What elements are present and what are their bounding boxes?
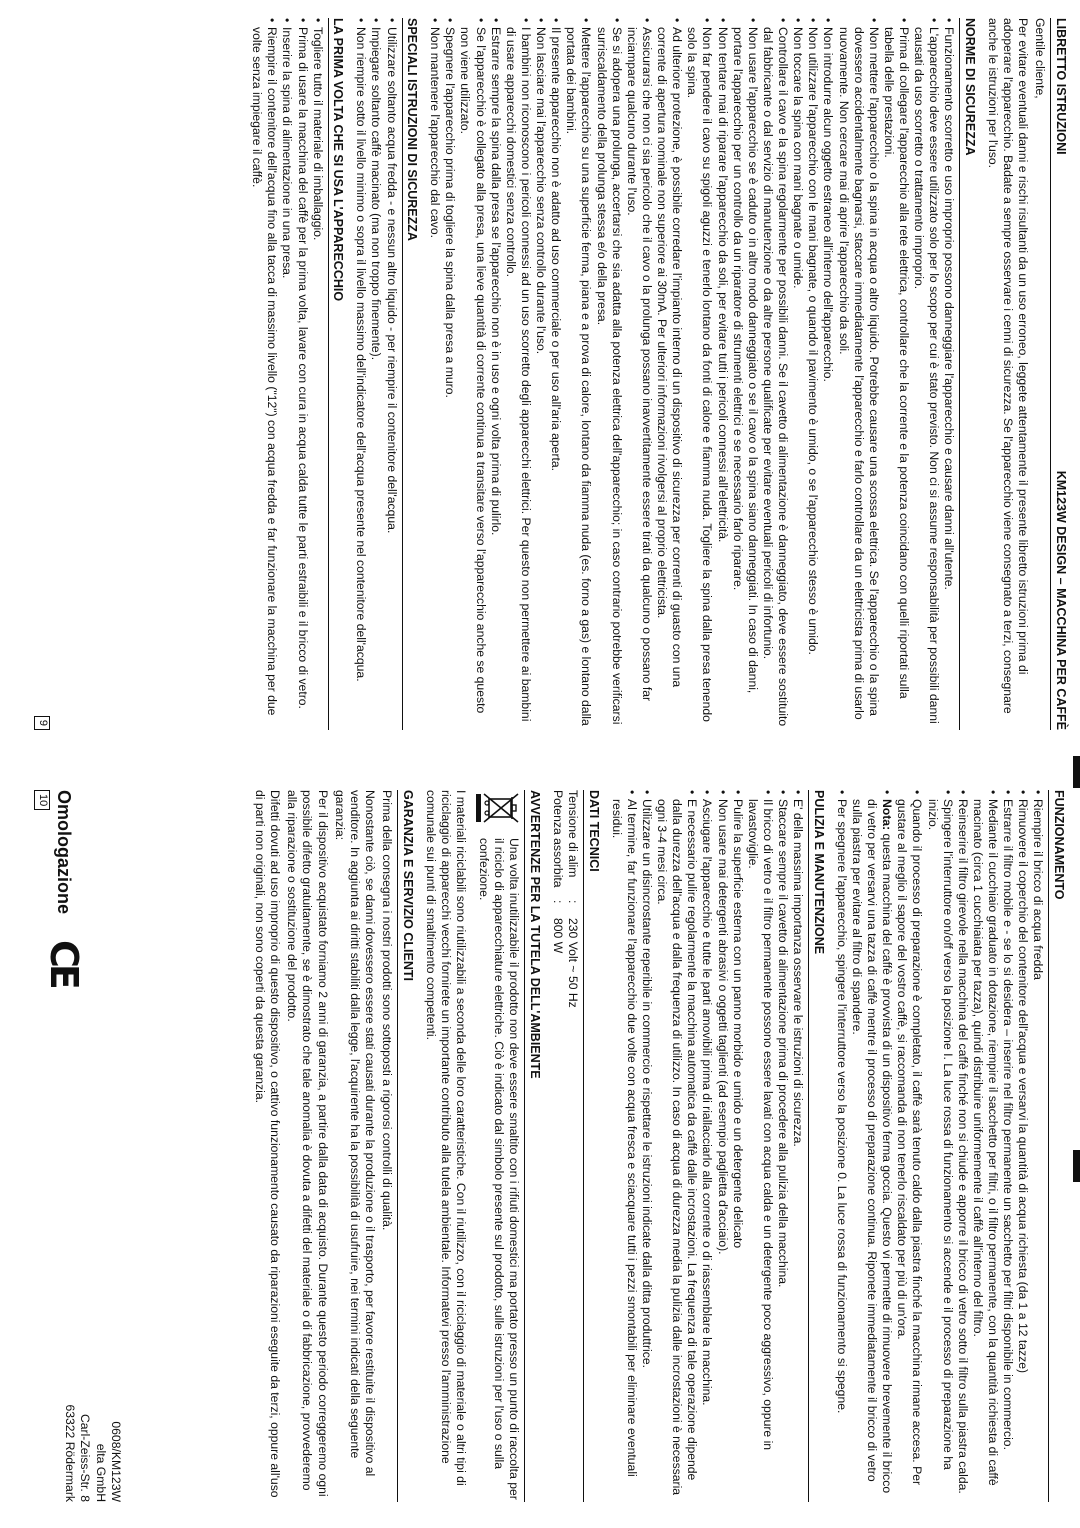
garanzia-text: Per il dispositivo acquistato forniamo 2 anni di garanzia, a partire dalla data di acquisto. Durante questo periodo correggeremo ogni possibile difetto gratuitamente, se è dimostrato che tale anomalia è dovuta a difetti del materiale o di fabbricazione, provvederemo alla riparazione o sostituzione del prodotto. [285,790,330,1497]
page-9 [12,18,1068,730]
list-item: • Rimuovere il coperchio del contenitore dell'acqua e versarvi la quantità di acqua richiesta (da 1 a 12 tazze) [1015,790,1030,1502]
list-item: • Funzionamento scorretto e uso improprio possono danneggiare l'apparecchio e causare danni all'utente. [941,18,956,730]
list-item: • Togliere tutto il materiale di imballaggio. [310,18,325,730]
header-line [1051,18,1069,730]
list-item: • Reinserire il filtro girevole nella macchina del caffè finché non si chiude e apporre il bricco di vetro sotto il filtro sulla piastra calda. [955,790,970,1502]
tech-sep: : [551,900,565,904]
list-item: • Non introdurre alcun oggetto estraneo all'interno dell'apparecchio. [820,18,835,730]
address-line: Carl-Zeiss-Str. 8 [78,1413,93,1502]
list-item: • Non utilizzare l'apparecchio con le mani bagnate, o quando il pavimento è umido, o se l'apparecchio stesso è umido. [805,18,820,730]
address-line: 63322 Rödermark [63,1404,78,1502]
list-item: • L'apparecchio deve essere utilizzato solo per lo scopo per cui è stato previsto. Non ci si assume responsabilità per possibili danni causati da uso scorretto o trattamento improprio. [911,18,941,730]
section-title-funzionamento: FUNZIONAMENTO [1049,790,1067,1502]
list-item: • Non riempire sotto il livello minimo o sopra il livello massimo dell'indicatore dell'acqua presente nel contenitore dell'acqua. [353,18,368,730]
list-item: • Non usare l'apparecchio se è caduto o in altro modo danneggiato o se il cavo o la spina siano danneggiati. In caso di danni, portare l'apparecchio per un controllo da un riparatore di strumenti elettrici e se necessario farlo riparare. [730,18,760,730]
tech-label: Tensione di alim [566,790,581,878]
list-item: • Assicurarsi che non ci sia pericolo che il cavo o la prolunga possano inavvertitamente essere tirati da qualcuno o possano far inciampare qualcuno durante l'uso. [624,18,654,730]
header-right: KM123W DESIGN – MACCHINA PER CAFFÈ [1054,470,1068,730]
list-item: • Se l'apparecchio è collegato alla presa, una lieve quantità di corrente continua a transitare verso l'apparecchio anche se questo non viene utilizzato. [457,18,487,730]
list-item: • Non lasciare mai l'apparecchio senza controllo durante l'uso. [533,18,548,730]
note-label: Nota: [880,799,895,831]
list-item: • Impiegare soltanto caffè macinato (ma non troppo finemente). [368,18,383,730]
binding-mark [1073,1150,1080,1182]
list-item: • Staccare sempre il cavetto di alimentazione prima di procedere alla pulizia della macchina. [775,790,790,1502]
binding-mark [1073,756,1080,788]
address-line: elta GmbH [93,1443,108,1502]
tech-value: 800 W [551,918,565,954]
prima-volta-list [249,18,325,730]
section-title-speciali: SPECIALI ISTRUZIONI DI SICUREZZA [402,18,420,730]
intro-text: Per evitare eventuali danni e rischi risultanti da un uso erroneo, leggete attentamente il presente libretto istruzioni prima di adoperare l'apparecchio. Badate a sempre osservare i cenni di sicurezza. Se l'apparecchio viene consegnato a terzi, consegnare anche le istruzioni per l'uso. [986,18,1031,714]
list-item: • Riempire il bricco di acqua fredda [1030,790,1045,1502]
funzionamento-list [834,790,1046,1502]
address-line: 0608/KM123W [109,1421,123,1502]
section-title-pulizia: PULIZIA E MANUTENZIONE [808,790,826,1502]
list-item: • Prima di collegare l'apparecchio alla rete elettrica, controllare che la corrente e la potenza coincidano con quelli riportati sulla tabella delle prestazioni. [881,18,911,730]
homologation-title: Omologazione [53,790,74,915]
list-item: • Estrarre sempre la spina dalla presa se l'apparecchio non è in uso e ogni volta prima di pulirlo. [488,18,503,730]
environment-notice [474,790,521,1502]
list-item: • Mediante il cucchiaio graduato in dotazione, riempire il sacchetto per filtri, o il filtro permanente, con la quantità richiesta di caffè macinato (circa 1 cucchiaiata per tazza), quindi distribuire uniformemente il caffè all'interno del filtro. [970,790,1000,1502]
list-item: • Inserire la spina di alimentazione in una presa. [279,18,294,730]
page-number: 9 [34,716,50,730]
note-text: questa macchina del caffè è provvista di un dispositivo ferma goccia. Questo vi permette di rimuovere brevemente il bricco di vetro per versarvi una tazza di caffè mentre il processo di preparazione continua. Riponete immediatamente il bricco di vetro sulla piastra per evitare al filtro di spandere. [850,799,895,1494]
list-item: • Non mettere l'apparecchio o la spina in acqua o altro liquido. Potrebbe causare una scossa elettrica. Se l'apparecchio o la spina dovessero accidentalmente bagnarsi, staccare immediatamente l'apparecchio e farlo controllare da un elettricista prima di usarlo nuovamente. Non cercare mai di aprire l'apparecchio da soli. [836,18,881,730]
list-item: • Asciugare l'apparecchio e tutte le parti amovibili prima di riallacciarlo alla corrente o di riassemblare la macchina. [699,790,714,1502]
environment-text: Una volta inutilizzabile il prodotto non deve essere smaltito con i rifiuti domestici ma portato presso un punto di raccolta per il riciclo di apparecchiature elettriche. Ciò è indicato dal simbolo presente sul prodotto, sulle istruzioni per l'uso o sulla confezione. [477,838,522,1500]
list-item: • E' della massima importanza osservare le istruzioni di sicurezza. [790,790,805,1502]
header-left: LIBRETTO ISTRUZIONI [1054,18,1068,155]
list-item: • Se si adopera una prolunga, accertarsi che sia adatta alla potenza elettrica dell'apparecchio; in caso contrario potrebbe verificarsi surriscaldamento della prolunga stessa e/o della presa. [594,18,624,730]
page-10 [12,790,1068,1502]
manufacturer-address [62,1404,123,1502]
list-item: • Spingere l'interruttore on/off verso la posizione I. La luce rossa di funzionamento si accende e il processo di preparazione ha inizio. [925,790,955,1502]
section-title-norme: NORME DI SICUREZZA [960,18,978,730]
tech-sep: : [566,900,581,904]
list-item: • I bambini non riconoscono i pericoli connessi ad un uso scorretto degli apparecchi elettrici. Per questo non permettere ai bambini di usare apparecchi domestici senza controllo. [503,18,533,730]
environment-text-2: I materiali riciclabili sono riutilizzabili a seconda delle loro caratteristiche. Con il riutilizzo, con il riciclaggio di materiale o altri tipi di riciclaggio di apparecchi vecchi fornirete un importante contributo alla tutela ambientale. Informatevi presso l'amministrazione comunale sui punti di smaltimento competenti. [423,790,468,1486]
page-number: 10 [34,790,50,810]
garanzia-text: Prima della consegna i nostri prodotti sono sottoposti a rigorosi controlli di qualità. [380,790,395,1231]
tech-value: 230 Volt ~ 50 Hz [566,918,581,1008]
list-item: • Non mantenere l'apparecchio dal cavo. [427,18,442,730]
list-item: • Il presente apparecchio non è adatto ad uso commerciale o per uso all'aria aperta. [548,18,563,730]
list-item-note [849,790,894,1502]
list-item: • E necessario pulire regolarmente la macchina automatica da caffè dalle incrostazioni. La frequenza di tale operazione dipende dalla durezza dell'acqua e dalla frequenza di utilizzo. In caso di acqua di durezza media la pulizia dalle incrostazioni è necessaria ogni 3-4 mesi circa. [654,790,699,1502]
crossed-bin-icon [475,790,521,828]
list-item: • Al termine, far funzionare l'apparecchio due volte con acqua fresca e sciacquare tutti i pezzi smontabili per eliminare eventuali residui. [609,790,639,1502]
list-item: • Quando il processo di preparazione è completato, il caffè sarà tenuto caldo dalla piastra finché la macchina rimane accesa. Per gustare al meglio il sapore del vostro caffè, si raccomanda di non tenerlo riscaldato per più di un'ora. [894,790,924,1502]
homologation [40,790,87,986]
pulizia-list [609,790,806,1502]
list-item: • Non toccare la spina con mani bagnate o umide. [790,18,805,730]
list-item: • Non tentare mai di riparare l'apparecchio da soli, per evitare tutti i pericoli connessi all'elettricità. [715,18,730,730]
list-item: • Non far pendere il cavo su spigoli aguzzi e tenerlo lontano da fonti di calore e fiamma nuda. Togliere la spina dalla presa tenendo solo la spina. [684,18,714,730]
list-item: • Utilizzare un disincrostante reperibile in commercio e rispettare le istruzioni indicate dalla ditta produttrice. [639,790,654,1502]
list-item: • Per spegnere l'apparecchio, spingere l'interruttore verso la posizione 0. La luce rossa di funzionamento si spegne. [834,790,849,1502]
tech-label: Potenza assorbita [551,790,565,888]
section-title-prima-volta: LA PRIMA VOLTA CHE SI USA L'APPARECCHIO [328,18,346,730]
section-title-garanzia: GARANZIA E SERVIZIO CLIENTI [397,790,415,1502]
list-item: • Riempire il contenitore dell'acqua fino alla tacca di massimo livello ("12") con acqua fredda e far funzionare la macchina per due volte senza impiegare il caffè. [249,18,279,730]
list-item: • Il bricco di vetro e il filtro permanente possono essere lavati con acqua calda e un detergente poco aggressivo, oppure in lavastoviglie. [745,790,775,1502]
speciali-list [353,18,398,730]
garanzia-text: Difetti dovuti ad uso improprio di questo dispositivo, o cattivo funzionamento causato da riparazioni eseguite da terzi, oppure all'uso di parti non originali, non sono coperti da questa garanzia. [253,790,283,1498]
list-item: • Ad ulteriore protezione, è possibile corredare l'impianto interno di un dispositivo di sicurezza per correnti di guasto con una corrente di apertura nominale non superiore ai 30mA. Per ulteriori informazioni rivolgersi al proprio elettricista. [654,18,684,730]
list-item: • Utilizzare soltanto acqua fredda - e nessun altro liquido - per riempire il contenitore dell'acqua. [384,18,399,730]
list-item: • Mettere l'apparecchio su una superficie ferma, piana e a prova di calore, lontano da fiamma nuda (es. forno a gas) e lontano dalla portata dei bambini. [563,18,593,730]
list-item: • Estrarre il filtro mobile e - se lo si desidera – inserire nel filtro permanente un sacchetto per filtri disponibile in commercio. [1000,790,1015,1502]
garanzia-text: Nonostante ciò, se danni dovessero essere stati causati durante la produzione o il trasporto, per favore restituite il dispositivo al venditore. In aggiunta ai diritti stabiliti dalla legge, l'acquirente ha la possibilità di usufruire, nei termini indicati della seguente garanzia: [332,790,377,1477]
list-item: • Spegnere l'apparecchio prima di togliere la spina dalla presa a muro. [442,18,457,730]
norme-list [427,18,956,730]
section-title-dati-tecnici: DATI TECNICI [583,790,601,1502]
list-item: • Controllare il cavo e la spina regolarmente per possibili danni. Se il cavetto di alimentazione è danneggiato, deve essere sostituito dal fabbricante o dal servizio di manutenzione o da altre persone qualificate per evitare eventuali pericoli di infortunio. [760,18,790,730]
intro-greeting: Gentile cliente, [1033,18,1048,99]
tech-data-table [550,790,580,1502]
list-item: • Non usare mai detergenti abrasivi o oggetti taglienti (ad esempio paglietta d'acciaio). [715,790,730,1502]
list-item: • Pulire la superficie esterna con un panno morbido e umido e un detergente delicato [730,790,745,1502]
ce-mark: CE [42,940,87,986]
section-title-ambiente: AVVERTENZE PER LA TUTELA DELL'AMBIENTE [524,790,542,1502]
list-item: • Prima di usare la macchina del caffè per la prima volta, lavare con cura in acqua calda tutte le parti estraibili e il bricco di vetro. [295,18,310,730]
